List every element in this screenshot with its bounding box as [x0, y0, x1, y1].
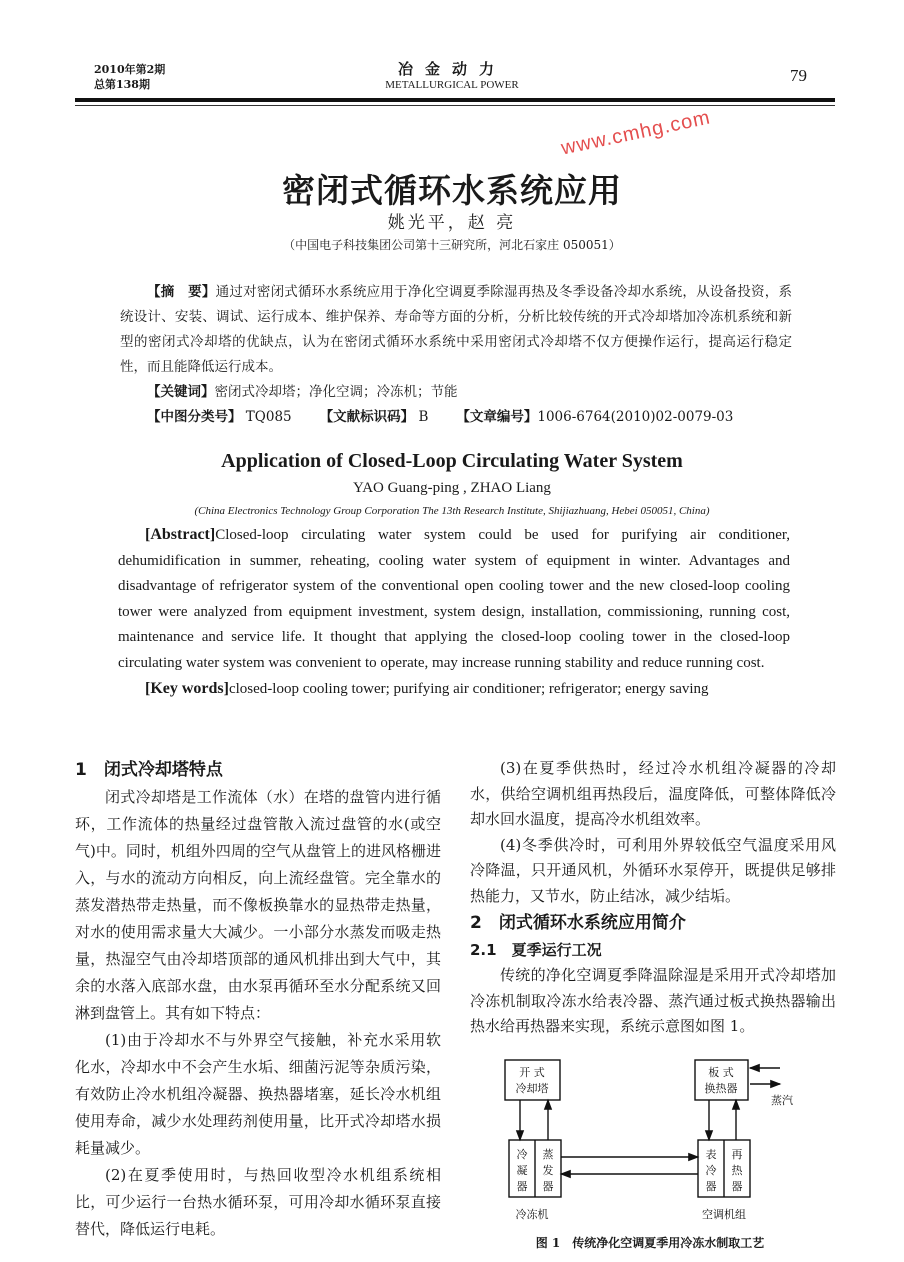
evaporator-label: 蒸: [542, 1148, 554, 1161]
surface-cooler-label: 器: [705, 1180, 717, 1193]
page-number: 79: [790, 66, 807, 85]
abstract-en-text: Closed-loop circulating water system could be used for purifying air conditioner, dehumidification in summer, reheating, cooling water system of equipment in winter. Advantages and disadvantage of refrigerator system of the conventional open cooling tower and the new closed-loop cooling tower were analyzed from equipment investment, system design, installation, commissioning, running cost, maintenance and service life. It thought that applying the closed-loop cooling tower in the closed-loop circulating water system was convenient to operate, may increase running stability and reduce running cost.: [118, 527, 790, 671]
keywords-en-label: [Key words]: [145, 680, 229, 697]
condenser-label: 凝: [516, 1164, 528, 1177]
paragraph: (1)由于冷却水不与外界空气接触，补充水采用软化水，冷却水中不会产生水垢、细菌污泥等杂质污染，有效防止冷水机组冷凝器、换热器堵塞，延长冷水机组使用寿命，减少水处理药剂使用量，比开式冷却塔水损耗量减少。: [75, 1031, 441, 1157]
figure-1-diagram: [480, 1052, 820, 1232]
header-rule-thin: [75, 105, 835, 106]
header-rule-thick: [75, 98, 835, 102]
section-1-heading: 1 闭式冷却塔特点: [75, 760, 223, 780]
evaporator-label: 发: [542, 1164, 554, 1177]
ahu-label: 空调机组: [702, 1208, 746, 1221]
affiliation-cn: （中国电子科技集团公司第十三研究所，河北石家庄 050051）: [283, 238, 621, 252]
abstract-cn: [120, 280, 792, 430]
body-left-column: [75, 756, 441, 1243]
affiliation-en: (China Electronics Technology Group Corporation The 13th Research Institute, Shijiazhuang, Hebei 050051, China): [194, 505, 710, 517]
classification-row: [120, 405, 792, 430]
article-no-label: 【文章编号】: [456, 409, 538, 425]
clc-label: 【中图分类号】: [147, 409, 242, 425]
reheater-label: 热: [731, 1164, 743, 1177]
chiller-label: 冷冻机: [515, 1208, 549, 1221]
watermark: www.cmhg.com: [559, 106, 713, 160]
plate-exchanger-label: 换热器: [704, 1082, 738, 1095]
plate-exchanger-label: 板 式: [708, 1066, 734, 1079]
reheater-label: 器: [731, 1180, 743, 1193]
paper-title-cn: 密闭式循环水系统应用: [282, 171, 622, 210]
paragraph: 传统的净化空调夏季降温除湿是采用开式冷却塔加冷冻机制取冷冻水给表冷器、蒸汽通过板式换热器输出热水给再热器来实现，系统示意图如图 1。: [470, 966, 836, 1035]
condenser-label: 器: [516, 1180, 528, 1193]
paragraph: (2)在夏季使用时，与热回收型冷水机组系统相比，可少运行一台热水循环泵，可用冷却水循环泵直接替代，降低运行电耗。: [75, 1166, 441, 1238]
abstract-en-label: [Abstract]: [145, 526, 216, 543]
cooling-tower-label: 冷却塔: [515, 1082, 549, 1095]
keywords-en: closed-loop cooling tower; purifying air conditioner; refrigerator; energy saving: [228, 681, 709, 697]
abstract-cn-label: 【摘 要】: [147, 284, 216, 300]
abstract-en: [118, 522, 790, 703]
evaporator-label: 器: [542, 1180, 554, 1193]
authors-en: YAO Guang-ping , ZHAO Liang: [353, 480, 551, 496]
doc-code-label: 【文献标识码】: [319, 409, 415, 425]
condenser-label: 冷: [516, 1148, 528, 1161]
journal-name: [0, 58, 904, 91]
article-no-value: 1006-6764(2010)02-0079-03: [537, 409, 734, 425]
section-2-1-heading: 2.1 夏季运行工况: [470, 941, 602, 959]
authors-cn: 姚光平，赵 亮: [387, 213, 517, 233]
keywords-cn-label: 【关键词】: [147, 384, 215, 400]
issue-number: 2010年第2期: [94, 63, 166, 76]
surface-cooler-label: 表: [705, 1148, 717, 1161]
paragraph: (4)冬季供冷时，可利用外界较低空气温度采用风冷降温，只开通风机，外循环水泵停开，既提供足够排热能力，又节水，防止结冰，减少结垢。: [470, 835, 836, 905]
abstract-cn-text: 通过对密闭式循环水系统应用于净化空调夏季除湿再热及冬季设备冷却水系统，从设备投资，系统设计、安装、调试、运行成本、维护保养、寿命等方面的分析，分析比较传统的开式冷却塔加冷冻机系统和新型的密闭式冷却塔的优缺点，认为在密闭式循环水系统中采用密闭式冷却塔不仅方便操作运行，提高运行稳定性，而且能降低运行成本。: [120, 284, 793, 375]
paragraph: 闭式冷却塔是工作流体（水）在塔的盘管内进行循环，工作流体的热量经过盘管散入流过盘管的水(或空气)中。同时，机组外四周的空气从盘管上的进风格栅进入，与水的流动方向相反，向上流经盘管。完全靠水的蒸发潜热带走热量，而不像板换靠水的显热带走热量，对水的使用需求量大大减少。一小部分水蒸发而吸走热量，热湿空气由冷却塔顶部的通风机排出到大气中，其余的水落入底部水盘，由水泵再循环至水分配系统又回淋到盘管上。其有如下特点：: [75, 788, 441, 1022]
body-right-column: [470, 756, 836, 1040]
journal-name-cn: 冶金动力: [397, 60, 506, 78]
clc-value: TQ085: [245, 409, 292, 425]
doc-code-value: B: [418, 409, 429, 425]
journal-name-en: METALLURGICAL POWER: [385, 79, 519, 91]
reheater-label: 再: [731, 1148, 743, 1161]
paper-title-en: Application of Closed-Loop Circulating Water System: [221, 450, 683, 472]
figure-1-caption: 图 1 传统净化空调夏季用冷冻水制取工艺: [535, 1236, 765, 1250]
paragraph: (3)在夏季供热时，经过冷水机组冷凝器的冷却水，供给空调机组再热段后，温度降低，可整体降低冷却水回水温度，提高冷水机组效率。: [470, 759, 836, 828]
total-issue-number: 总第138期: [94, 78, 150, 91]
keywords-cn: 密闭式冷却塔；净化空调；冷冻机；节能: [214, 384, 458, 400]
section-2-heading: 2 闭式循环水系统应用简介: [470, 913, 686, 933]
steam-label: 蒸汽: [771, 1094, 793, 1107]
cooling-tower-label: 开 式: [519, 1066, 545, 1079]
surface-cooler-label: 冷: [705, 1164, 717, 1177]
